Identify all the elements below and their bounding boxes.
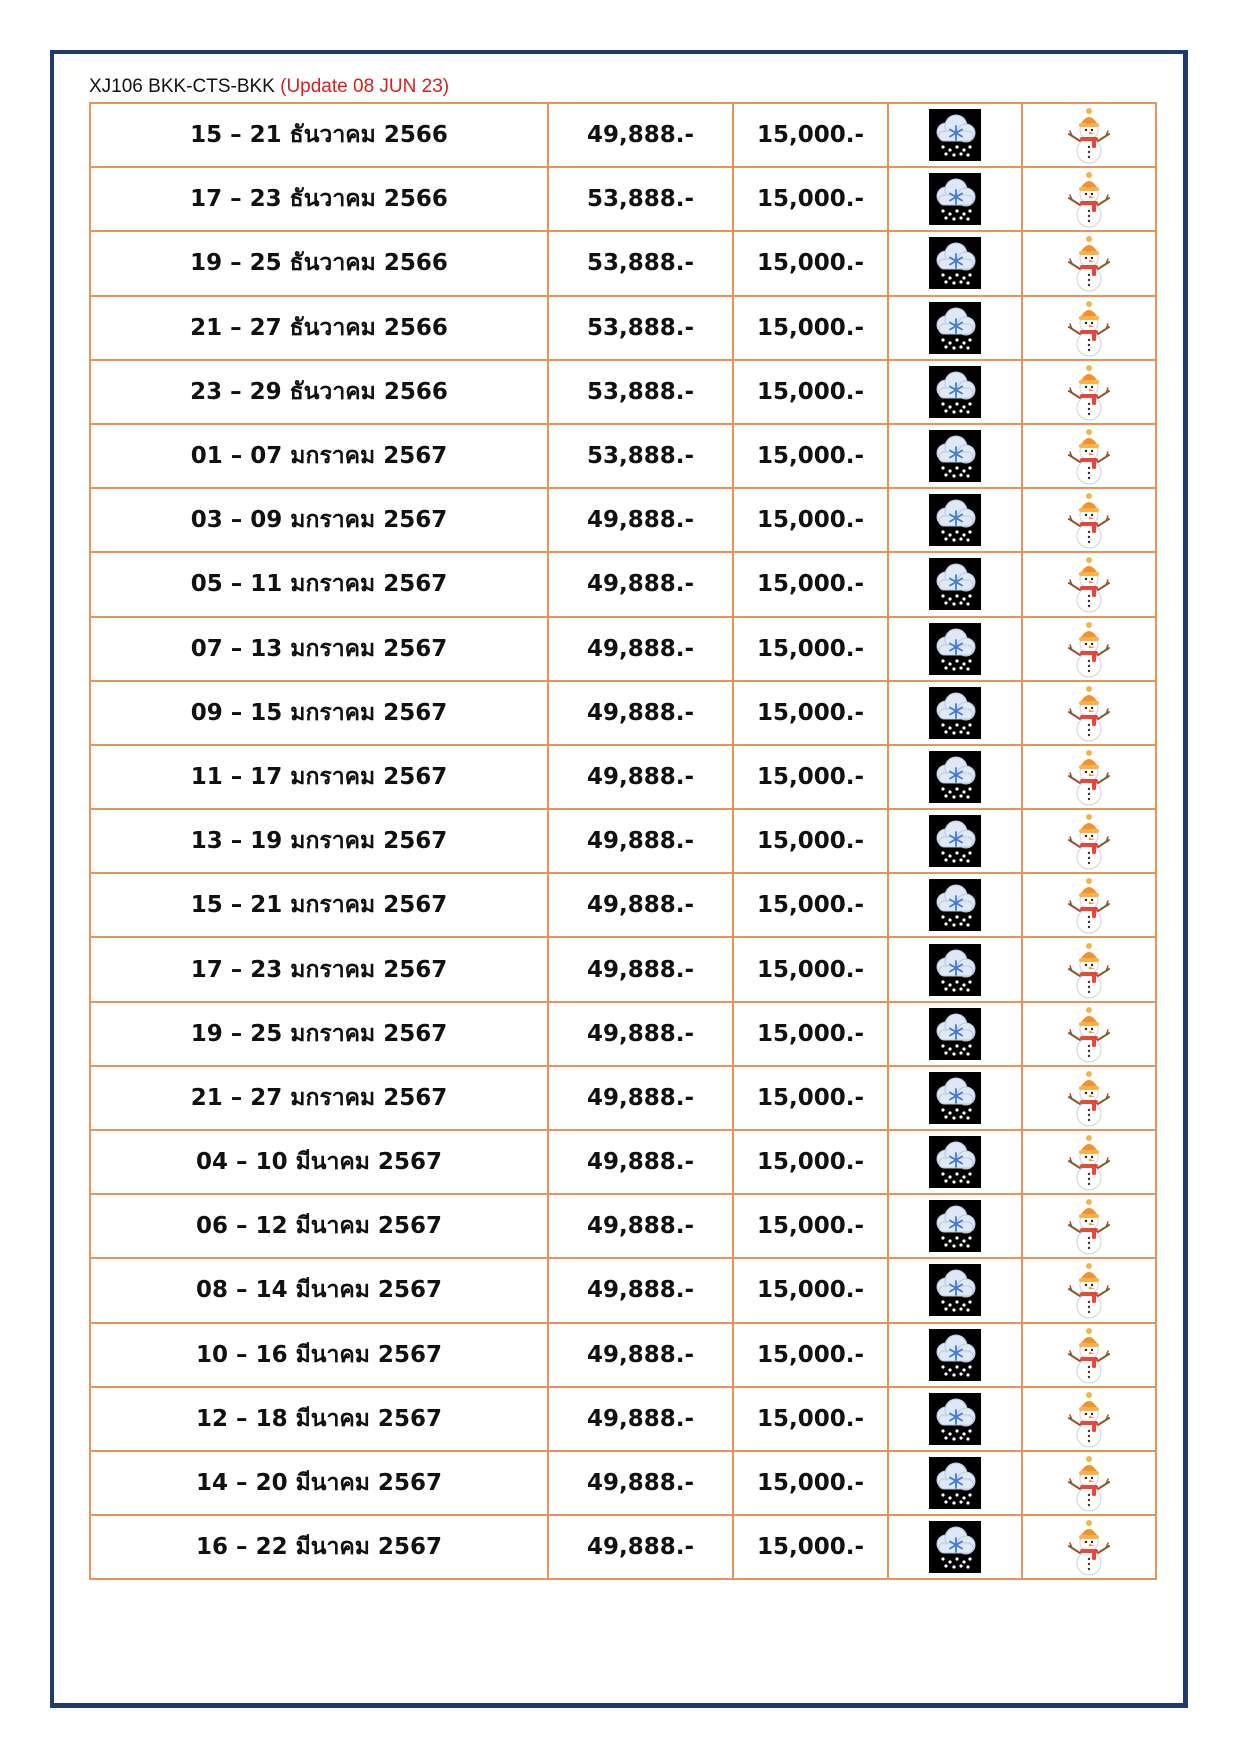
snow-cloud-icon — [929, 558, 981, 610]
snowman-cell — [1022, 1323, 1156, 1387]
snow-cell — [888, 1194, 1022, 1258]
snow-cloud-icon — [929, 1136, 981, 1188]
table-row — [90, 1515, 1156, 1579]
snow-cell — [888, 809, 1022, 873]
snowman-cell — [1022, 809, 1156, 873]
travel-date: 11 – 17 มกราคม 2567 — [90, 745, 548, 809]
travel-date: 07 – 13 มกราคม 2567 — [90, 617, 548, 681]
snowman-icon — [1066, 1389, 1112, 1449]
snowman-icon — [1066, 875, 1112, 935]
snowman-icon — [1066, 1517, 1112, 1577]
snow-cloud-icon — [929, 430, 981, 482]
travel-date: 21 – 27 ธันวาคม 2566 — [90, 296, 548, 360]
snowman-cell — [1022, 1515, 1156, 1579]
travel-date: 05 – 11 มกราคม 2567 — [90, 552, 548, 616]
deposit-amount: 15,000.- — [733, 424, 888, 488]
snowman-cell — [1022, 745, 1156, 809]
snow-cloud-icon — [929, 1393, 981, 1445]
travel-date: 15 – 21 ธันวาคม 2566 — [90, 103, 548, 167]
snow-cloud-icon — [929, 687, 981, 739]
tour-price: 53,888.- — [548, 167, 733, 231]
snowman-icon — [1066, 1196, 1112, 1256]
table-row — [90, 167, 1156, 231]
deposit-amount: 15,000.- — [733, 296, 888, 360]
price-table-body — [90, 103, 1156, 1579]
tour-price: 49,888.- — [548, 617, 733, 681]
snowman-cell — [1022, 1002, 1156, 1066]
deposit-amount: 15,000.- — [733, 809, 888, 873]
deposit-amount: 15,000.- — [733, 1066, 888, 1130]
price-table — [89, 102, 1157, 1580]
table-row — [90, 552, 1156, 616]
snow-cell — [888, 1387, 1022, 1451]
tour-price: 49,888.- — [548, 1194, 733, 1258]
snowman-icon — [1066, 554, 1112, 614]
snowman-icon — [1066, 1068, 1112, 1128]
snowman-icon — [1066, 490, 1112, 550]
snow-cloud-icon — [929, 1329, 981, 1381]
table-row — [90, 103, 1156, 167]
travel-date: 16 – 22 มีนาคม 2567 — [90, 1515, 548, 1579]
snowman-cell — [1022, 1258, 1156, 1322]
snowman-icon — [1066, 1260, 1112, 1320]
deposit-amount: 15,000.- — [733, 103, 888, 167]
table-row — [90, 1130, 1156, 1194]
tour-code: XJ106 BKK-CTS-BKK — [89, 76, 275, 97]
snow-cell — [888, 360, 1022, 424]
travel-date: 09 – 15 มกราคม 2567 — [90, 681, 548, 745]
tour-price: 49,888.- — [548, 681, 733, 745]
snow-cloud-icon — [929, 302, 981, 354]
travel-date: 14 – 20 มีนาคม 2567 — [90, 1451, 548, 1515]
snowman-icon — [1066, 940, 1112, 1000]
snowman-cell — [1022, 1194, 1156, 1258]
snowman-cell — [1022, 231, 1156, 295]
tour-price: 49,888.- — [548, 1002, 733, 1066]
deposit-amount: 15,000.- — [733, 617, 888, 681]
snowman-icon — [1066, 169, 1112, 229]
travel-date: 12 – 18 มีนาคม 2567 — [90, 1387, 548, 1451]
table-row — [90, 1387, 1156, 1451]
deposit-amount: 15,000.- — [733, 231, 888, 295]
snowman-cell — [1022, 937, 1156, 1001]
snow-cell — [888, 617, 1022, 681]
snow-cell — [888, 488, 1022, 552]
deposit-amount: 15,000.- — [733, 488, 888, 552]
snowman-cell — [1022, 296, 1156, 360]
tour-price: 49,888.- — [548, 745, 733, 809]
snowman-cell — [1022, 873, 1156, 937]
update-note: (Update 08 JUN 23) — [280, 76, 450, 97]
snow-cell — [888, 167, 1022, 231]
snowman-cell — [1022, 360, 1156, 424]
deposit-amount: 15,000.- — [733, 1130, 888, 1194]
table-row — [90, 681, 1156, 745]
deposit-amount: 15,000.- — [733, 1194, 888, 1258]
snowman-icon — [1066, 426, 1112, 486]
snow-cell — [888, 1066, 1022, 1130]
table-row — [90, 488, 1156, 552]
snowman-cell — [1022, 552, 1156, 616]
snowman-icon — [1066, 1453, 1112, 1513]
document-heading — [89, 76, 449, 98]
tour-price: 49,888.- — [548, 1066, 733, 1130]
tour-price: 49,888.- — [548, 937, 733, 1001]
travel-date: 17 – 23 มกราคม 2567 — [90, 937, 548, 1001]
snow-cell — [888, 552, 1022, 616]
travel-date: 19 – 25 มกราคม 2567 — [90, 1002, 548, 1066]
tour-price: 49,888.- — [548, 873, 733, 937]
travel-date: 04 – 10 มีนาคม 2567 — [90, 1130, 548, 1194]
snowman-icon — [1066, 747, 1112, 807]
snow-cloud-icon — [929, 109, 981, 161]
snow-cloud-icon — [929, 494, 981, 546]
tour-price: 49,888.- — [548, 809, 733, 873]
tour-price: 53,888.- — [548, 296, 733, 360]
snowman-icon — [1066, 105, 1112, 165]
snow-cell — [888, 681, 1022, 745]
table-row — [90, 1451, 1156, 1515]
tour-price: 49,888.- — [548, 1451, 733, 1515]
deposit-amount: 15,000.- — [733, 1515, 888, 1579]
deposit-amount: 15,000.- — [733, 1258, 888, 1322]
travel-date: 03 – 09 มกราคม 2567 — [90, 488, 548, 552]
snow-cloud-icon — [929, 751, 981, 803]
snow-cell — [888, 424, 1022, 488]
travel-date: 23 – 29 ธันวาคม 2566 — [90, 360, 548, 424]
table-row — [90, 617, 1156, 681]
deposit-amount: 15,000.- — [733, 873, 888, 937]
table-row — [90, 1002, 1156, 1066]
snowman-cell — [1022, 681, 1156, 745]
tour-price: 49,888.- — [548, 1258, 733, 1322]
snow-cloud-icon — [929, 1200, 981, 1252]
snowman-cell — [1022, 424, 1156, 488]
snow-cell — [888, 745, 1022, 809]
snowman-icon — [1066, 1004, 1112, 1064]
deposit-amount: 15,000.- — [733, 552, 888, 616]
table-row — [90, 873, 1156, 937]
travel-date: 08 – 14 มีนาคม 2567 — [90, 1258, 548, 1322]
snowman-icon — [1066, 362, 1112, 422]
snow-cloud-icon — [929, 366, 981, 418]
tour-price: 49,888.- — [548, 1323, 733, 1387]
deposit-amount: 15,000.- — [733, 167, 888, 231]
snow-cell — [888, 103, 1022, 167]
travel-date: 17 – 23 ธันวาคม 2566 — [90, 167, 548, 231]
deposit-amount: 15,000.- — [733, 1387, 888, 1451]
snowman-cell — [1022, 1066, 1156, 1130]
snowman-icon — [1066, 811, 1112, 871]
snow-cloud-icon — [929, 1264, 981, 1316]
deposit-amount: 15,000.- — [733, 745, 888, 809]
snow-cloud-icon — [929, 237, 981, 289]
deposit-amount: 15,000.- — [733, 937, 888, 1001]
snow-cloud-icon — [929, 1457, 981, 1509]
table-row — [90, 1194, 1156, 1258]
travel-date: 10 – 16 มีนาคม 2567 — [90, 1323, 548, 1387]
snowman-cell — [1022, 1130, 1156, 1194]
deposit-amount: 15,000.- — [733, 1451, 888, 1515]
travel-date: 13 – 19 มกราคม 2567 — [90, 809, 548, 873]
tour-price: 49,888.- — [548, 488, 733, 552]
snowman-cell — [1022, 1451, 1156, 1515]
travel-date: 15 – 21 มกราคม 2567 — [90, 873, 548, 937]
snow-cloud-icon — [929, 1008, 981, 1060]
deposit-amount: 15,000.- — [733, 681, 888, 745]
snowman-icon — [1066, 619, 1112, 679]
snowman-icon — [1066, 233, 1112, 293]
tour-price: 53,888.- — [548, 231, 733, 295]
travel-date: 01 – 07 มกราคม 2567 — [90, 424, 548, 488]
table-row — [90, 360, 1156, 424]
snowman-icon — [1066, 1132, 1112, 1192]
snow-cloud-icon — [929, 815, 981, 867]
snow-cloud-icon — [929, 1072, 981, 1124]
table-row — [90, 231, 1156, 295]
snow-cell — [888, 1002, 1022, 1066]
snow-cell — [888, 231, 1022, 295]
table-row — [90, 424, 1156, 488]
tour-price: 49,888.- — [548, 103, 733, 167]
snowman-icon — [1066, 683, 1112, 743]
travel-date: 19 – 25 ธันวาคม 2566 — [90, 231, 548, 295]
table-row — [90, 1258, 1156, 1322]
snow-cell — [888, 1323, 1022, 1387]
table-row — [90, 745, 1156, 809]
deposit-amount: 15,000.- — [733, 1323, 888, 1387]
snow-cell — [888, 873, 1022, 937]
snowman-cell — [1022, 1387, 1156, 1451]
snowman-cell — [1022, 488, 1156, 552]
snowman-icon — [1066, 1325, 1112, 1385]
deposit-amount: 15,000.- — [733, 1002, 888, 1066]
snowman-cell — [1022, 103, 1156, 167]
snow-cloud-icon — [929, 623, 981, 675]
snowman-cell — [1022, 167, 1156, 231]
tour-price: 53,888.- — [548, 424, 733, 488]
deposit-amount: 15,000.- — [733, 360, 888, 424]
travel-date: 21 – 27 มกราคม 2567 — [90, 1066, 548, 1130]
snow-cell — [888, 1258, 1022, 1322]
tour-price: 49,888.- — [548, 1130, 733, 1194]
snowman-cell — [1022, 617, 1156, 681]
table-row — [90, 1323, 1156, 1387]
snow-cell — [888, 296, 1022, 360]
snow-cell — [888, 1515, 1022, 1579]
snowman-icon — [1066, 298, 1112, 358]
table-row — [90, 296, 1156, 360]
snow-cell — [888, 1130, 1022, 1194]
table-row — [90, 809, 1156, 873]
snow-cell — [888, 937, 1022, 1001]
tour-price: 49,888.- — [548, 552, 733, 616]
snow-cloud-icon — [929, 1521, 981, 1573]
tour-price: 53,888.- — [548, 360, 733, 424]
table-row — [90, 1066, 1156, 1130]
snow-cloud-icon — [929, 879, 981, 931]
travel-date: 06 – 12 มีนาคม 2567 — [90, 1194, 548, 1258]
snow-cloud-icon — [929, 173, 981, 225]
snow-cloud-icon — [929, 944, 981, 996]
table-row — [90, 937, 1156, 1001]
tour-price: 49,888.- — [548, 1515, 733, 1579]
snow-cell — [888, 1451, 1022, 1515]
tour-price: 49,888.- — [548, 1387, 733, 1451]
